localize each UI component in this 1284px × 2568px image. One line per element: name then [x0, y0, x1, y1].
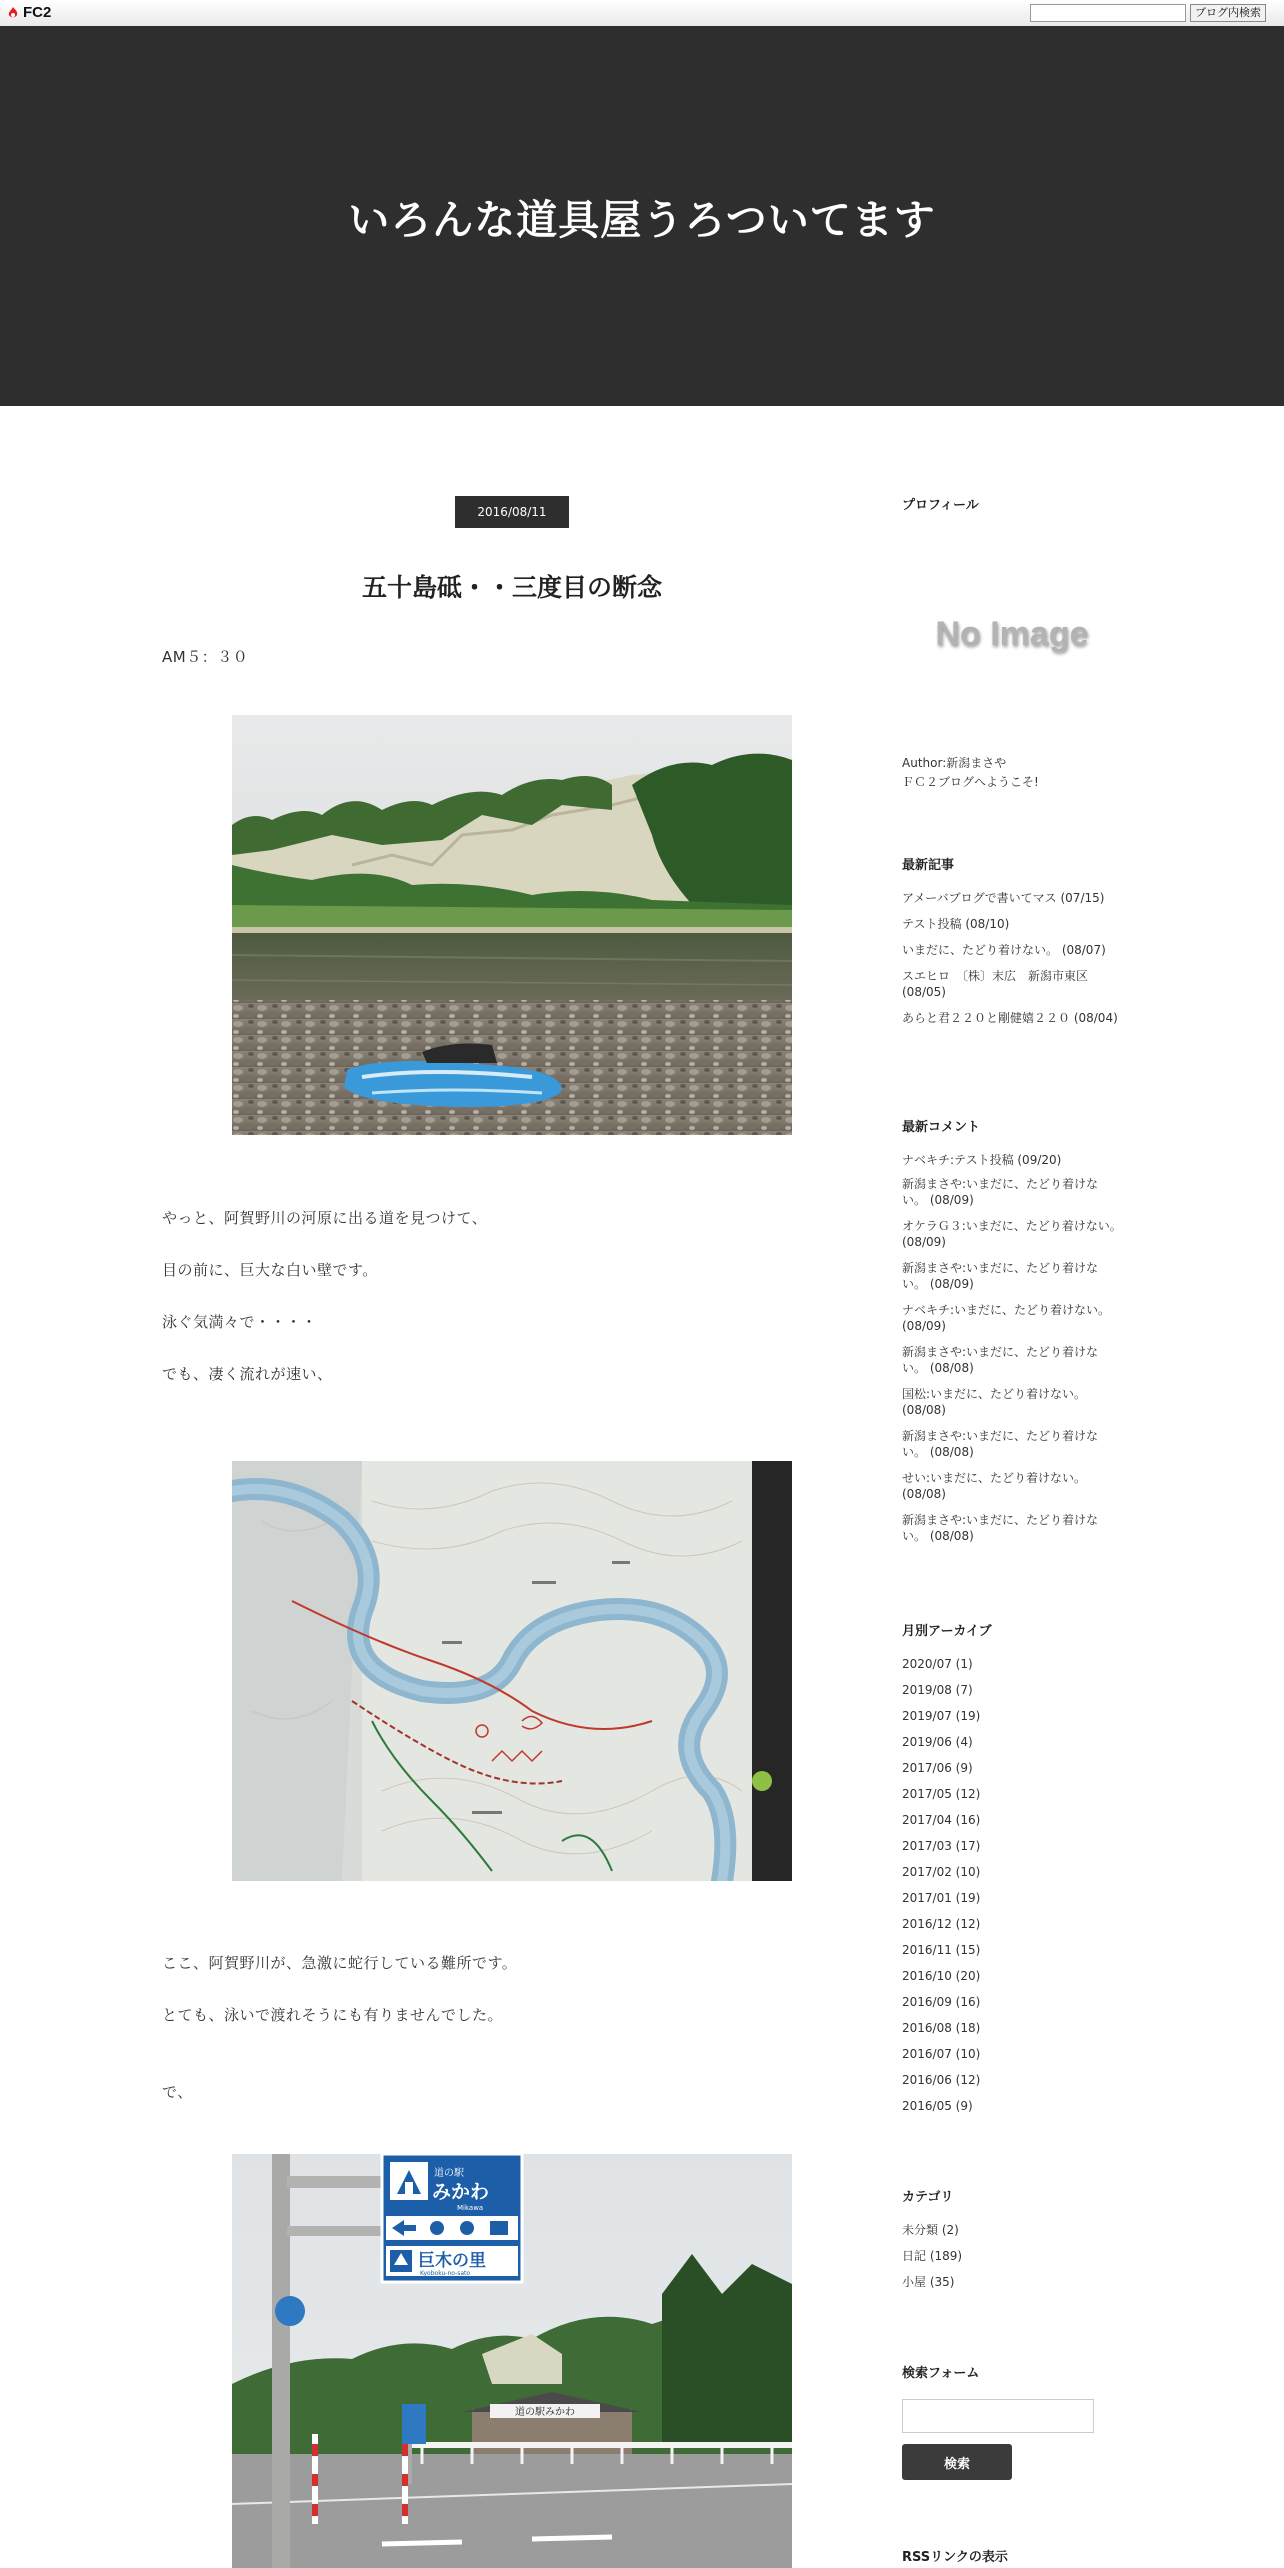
sign-sub-roman: Kyoboku-no-sato [420, 2270, 471, 2277]
archive-link[interactable]: 2017/05 (12) [902, 1787, 981, 1801]
post-date: 2016/08/11 [455, 496, 569, 528]
fc2-search-input[interactable] [1030, 4, 1186, 22]
building-sign-text: 道の駅みかわ [515, 2407, 575, 2418]
archive-link[interactable]: 2016/07 (10) [902, 2047, 981, 2061]
photo-roadside-station-sign[interactable] [232, 2154, 792, 2568]
archive-link[interactable]: 2017/06 (9) [902, 1761, 973, 1775]
archive-link[interactable]: 2016/05 (9) [902, 2099, 973, 2113]
post-paragraph: 目の前に、巨大な白い壁です。 [162, 1261, 378, 1279]
recent-comment-link[interactable]: 新潟まさや:いまだに、たどり着けない。 (08/08) [902, 1429, 1099, 1459]
category-link[interactable]: 小屋 (35) [902, 2275, 955, 2289]
recent-comment-link[interactable]: 新潟まさや:いまだに、たどり着けない。 (08/08) [902, 1513, 1099, 1543]
archive-link[interactable]: 2019/07 (19) [902, 1709, 981, 1723]
post-paragraph: AM５：３０ [162, 648, 249, 666]
sidebar-search-button[interactable]: 検索 [902, 2444, 1012, 2480]
fc2-search [1030, 4, 1266, 22]
recent-comment-link[interactable]: せい:いまだに、たどり着けない。 (08/08) [902, 1471, 1087, 1501]
recent-comment-link[interactable]: 新潟まさや:いまだに、たどり着けない。 (08/09) [902, 1177, 1099, 1207]
sign-sub-name: 巨木の里 [418, 2251, 486, 2271]
photo-topographic-map[interactable] [232, 1461, 792, 1881]
recent-comments-heading: 最新コメント [902, 1120, 981, 1135]
recent-comment-link[interactable]: 国松:いまだに、たどり着けない。 (08/08) [902, 1387, 1087, 1417]
post-paragraph: ここ、阿賀野川が、急激に蛇行している難所です。 [162, 1954, 518, 1972]
fc2-toolbar [0, 0, 1284, 27]
recent-post-link[interactable]: アメーバブログで書いてマス (07/15) [902, 891, 1105, 905]
recent-comment-link[interactable]: 新潟まさや:いまだに、たどり着けない。 (08/09) [902, 1261, 1099, 1291]
post-paragraph: で、 [162, 2083, 193, 2101]
sign-name: みかわ [432, 2181, 490, 2203]
blog-header [0, 26, 1284, 406]
roadside-station-sign [382, 2154, 522, 2282]
post-title[interactable]: 五十島砥・・三度目の断念 [361, 573, 662, 602]
fc2-logo[interactable] [6, 4, 51, 21]
recent-post-link[interactable]: いまだに、たどり着けない。 (08/07) [902, 943, 1106, 957]
category-link[interactable]: 未分類 (2) [902, 2223, 959, 2237]
recent-comment-link[interactable]: ナベキチ:いまだに、たどり着けない。 (08/09) [902, 1303, 1111, 1333]
rss-heading: RSSリンクの表示 [902, 2550, 1008, 2565]
archive-link[interactable]: 2016/06 (12) [902, 2073, 981, 2087]
fc2-search-button[interactable]: ブログ内検索 [1190, 4, 1266, 22]
road-sign-image [232, 2154, 792, 2568]
recent-post-link[interactable]: スエヒロ 〔株〕末広 新潟市東区 (08/05) [902, 969, 1089, 999]
fc2-logo-icon [6, 6, 20, 20]
category-link[interactable]: 日記 (189) [902, 2249, 963, 2263]
archive-link[interactable]: 2017/04 (16) [902, 1813, 981, 1827]
archive-link[interactable]: 2017/01 (19) [902, 1891, 981, 1905]
post-paragraph: でも、凄く流れが速い、 [162, 1365, 333, 1383]
search-form-heading: 検索フォーム [902, 2366, 980, 2381]
recent-comment-link[interactable]: 新潟まさや:いまだに、たどり着けない。 (08/08) [902, 1345, 1099, 1375]
archive-link[interactable]: 2020/07 (1) [902, 1657, 973, 1671]
sign-name-roman: Mikawa [457, 2204, 484, 2212]
recent-post-link[interactable]: あらと君２２０と剛健嬉２２０ (08/04) [902, 1011, 1118, 1025]
profile-author: Author:新潟まさや [902, 756, 1007, 770]
recent-post-link[interactable]: テスト投稿 (08/10) [902, 917, 1010, 931]
archive-link[interactable]: 2016/10 (20) [902, 1969, 981, 1983]
blog-title[interactable]: いろんな道具屋うろついてます [348, 195, 936, 244]
photo-river-cliff[interactable] [232, 715, 792, 1135]
fc2-logo-text: FC2 [23, 4, 52, 21]
map-image [232, 1461, 792, 1881]
sign-top-label: 道の駅 [434, 2168, 464, 2179]
archive-link[interactable]: 2017/02 (10) [902, 1865, 981, 1879]
post-paragraph: とても、泳いで渡れそうにも有りませんでした。 [162, 2006, 504, 2024]
post-paragraph: 泳ぐ気満々で・・・・ [162, 1313, 318, 1331]
archive-link[interactable]: 2019/06 (4) [902, 1735, 973, 1749]
archive-link[interactable]: 2016/11 (15) [902, 1943, 981, 1957]
archive-link[interactable]: 2016/08 (18) [902, 2021, 981, 2035]
categories-heading: カテゴリ [902, 2190, 954, 2205]
recent-posts-heading: 最新記事 [902, 858, 955, 873]
recent-comment-link[interactable]: オケラＧ３:いまだに、たどり着けない。 (08/09) [902, 1219, 1122, 1249]
river-cliff-image [232, 715, 792, 1135]
archive-link[interactable]: 2016/12 (12) [902, 1917, 981, 1931]
post-paragraph: やっと、阿賀野川の河原に出る道を見つけて、 [162, 1209, 488, 1227]
profile-welcome: ＦＣ２ブログへようこそ! [902, 775, 1039, 789]
sidebar-search-input[interactable] [902, 2399, 1094, 2433]
archive-link[interactable]: 2017/03 (17) [902, 1839, 981, 1853]
archive-link[interactable]: 2019/08 (7) [902, 1683, 973, 1697]
profile-heading: プロフィール [902, 498, 979, 513]
archives-heading: 月別アーカイブ [902, 1624, 992, 1639]
archive-link[interactable]: 2016/09 (16) [902, 1995, 981, 2009]
recent-comment-link[interactable]: ナベキチ:テスト投稿 (09/20) [902, 1153, 1062, 1167]
profile-no-image: No Image [935, 614, 1089, 653]
